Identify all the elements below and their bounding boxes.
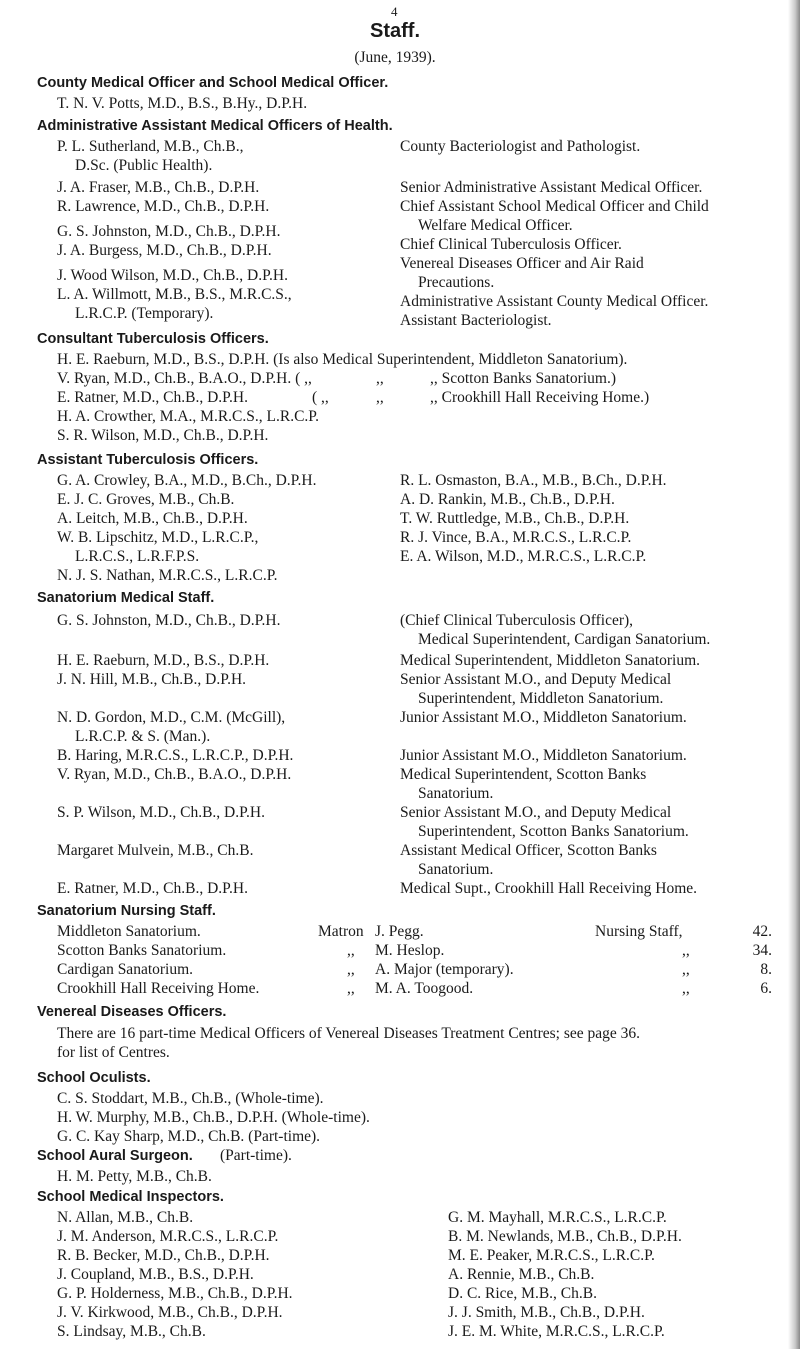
staff-entry: Margaret Mulvein, M.B., Ch.B. — [57, 842, 254, 859]
staff-entry: V. Ryan, M.D., Ch.B., B.A.O., D.P.H. ( ,, — [57, 370, 312, 387]
staff-role: Junior Assistant M.O., Middleton Sanatorium. — [400, 747, 687, 764]
nursing-staff-label: ,, — [682, 961, 690, 978]
staff-entry: H. E. Raeburn, M.D., B.S., D.P.H. — [57, 652, 270, 669]
staff-entry: T. N. V. Potts, M.D., B.S., B.Hy., D.P.H. — [57, 95, 308, 112]
ditto-mark: ,, — [376, 389, 384, 406]
section-heading-nursing: Sanatorium Nursing Staff. — [37, 903, 216, 919]
staff-role: Senior Assistant M.O., and Deputy Medical — [400, 671, 672, 688]
page-number: 4 — [391, 4, 398, 19]
nursing-count: 6. — [760, 980, 772, 997]
nursing-name: M. A. Toogood. — [375, 980, 474, 997]
page-edge-shadow — [788, 0, 800, 1349]
staff-role: Chief Assistant School Medical Officer and Child — [400, 198, 709, 215]
staff-entry: N. J. S. Nathan, M.R.C.S., L.R.C.P. — [57, 567, 278, 584]
staff-entry: R. Lawrence, M.D., Ch.B., D.P.H. — [57, 198, 270, 215]
staff-role: Senior Assistant M.O., and Deputy Medical — [400, 804, 672, 821]
staff-entry: N. Allan, M.B., Ch.B. — [57, 1209, 194, 1226]
section-heading-oculists: School Oculists. — [37, 1070, 151, 1086]
staff-entry: V. Ryan, M.D., Ch.B., B.A.O., D.P.H. — [57, 766, 292, 783]
page-subtitle: (June, 1939). — [354, 49, 436, 66]
nursing-staff-label: ,, — [682, 942, 690, 959]
aural-note: (Part-time). — [220, 1147, 292, 1164]
staff-entry: A. Rennie, M.B., Ch.B. — [448, 1266, 595, 1283]
staff-entry: H. E. Raeburn, M.D., B.S., D.P.H. (Is also Medical Superintendent, Middleton Sanatorium). — [57, 351, 628, 368]
staff-entry: E. Ratner, M.D., Ch.B., D.P.H. — [57, 880, 248, 897]
nursing-role: ,, — [347, 942, 355, 959]
nursing-role: ,, — [347, 961, 355, 978]
staff-entry: ,, Crookhill Hall Receiving Home.) — [430, 389, 650, 406]
staff-entry: L.R.C.P. & S. (Man.). — [75, 728, 211, 745]
staff-entry: S. P. Wilson, M.D., Ch.B., D.P.H. — [57, 804, 265, 821]
staff-role: Senior Administrative Assistant Medical Officer. — [400, 179, 703, 196]
nursing-place: Scotton Banks Sanatorium. — [57, 942, 227, 959]
nursing-staff-label: ,, — [682, 980, 690, 997]
staff-entry: A. D. Rankin, M.B., Ch.B., D.P.H. — [400, 491, 615, 508]
staff-entry: L.R.C.P. (Temporary). — [75, 305, 214, 322]
nursing-place: Middleton Sanatorium. — [57, 923, 201, 940]
section-heading-admin: Administrative Assistant Medical Officers of Health. — [37, 118, 393, 134]
staff-entry: J. E. M. White, M.R.C.S., L.R.C.P. — [448, 1323, 665, 1340]
ditto-mark: ,, — [376, 370, 384, 387]
section-heading-vd: Venereal Diseases Officers. — [37, 1004, 227, 1020]
page-title: Staff. — [370, 20, 420, 42]
staff-entry: ,, Scotton Banks Sanatorium.) — [430, 370, 616, 387]
staff-entry: G. M. Mayhall, M.R.C.S., L.R.C.P. — [448, 1209, 667, 1226]
staff-entry: B. Haring, M.R.C.S., L.R.C.P., D.P.H. — [57, 747, 294, 764]
staff-role: Assistant Medical Officer, Scotton Banks — [400, 842, 657, 859]
staff-role: Precautions. — [418, 274, 495, 291]
nursing-staff-label: Nursing Staff, — [595, 923, 683, 940]
staff-entry: J. J. Smith, M.B., Ch.B., D.P.H. — [448, 1304, 645, 1321]
nursing-name: A. Major (temporary). — [375, 961, 514, 978]
staff-entry: H. A. Crowther, M.A., M.R.C.S., L.R.C.P. — [57, 408, 320, 425]
nursing-count: 8. — [760, 961, 772, 978]
staff-entry: J. A. Burgess, M.D., Ch.B., D.P.H. — [57, 242, 272, 259]
staff-entry: H. M. Petty, M.B., Ch.B. — [57, 1168, 212, 1185]
ditto-mark: ( ,, — [312, 389, 329, 406]
staff-entry: G. C. Kay Sharp, M.D., Ch.B. (Part-time). — [57, 1128, 321, 1145]
section-heading-aural: School Aural Surgeon. — [37, 1148, 193, 1164]
nursing-role: Matron — [318, 923, 364, 940]
nursing-count: 34. — [752, 942, 772, 959]
staff-entry: C. S. Stoddart, M.B., Ch.B., (Whole-time). — [57, 1090, 324, 1107]
staff-role: Chief Clinical Tuberculosis Officer. — [400, 236, 622, 253]
staff-entry: D.Sc. (Public Health). — [75, 157, 213, 174]
staff-entry: R. J. Vince, B.A., M.R.C.S., L.R.C.P. — [400, 529, 632, 546]
staff-entry: G. S. Johnston, M.D., Ch.B., D.P.H. — [57, 223, 281, 240]
nursing-name: M. Heslop. — [375, 942, 445, 959]
section-heading-inspectors: School Medical Inspectors. — [37, 1189, 224, 1205]
section-heading-county-moh: County Medical Officer and School Medical Officer. — [37, 75, 389, 91]
staff-entry: E. J. C. Groves, M.B., Ch.B. — [57, 491, 235, 508]
staff-entry: R. L. Osmaston, B.A., M.B., B.Ch., D.P.H. — [400, 472, 667, 489]
staff-entry: S. R. Wilson, M.D., Ch.B., D.P.H. — [57, 427, 269, 444]
staff-role: Medical Superintendent, Scotton Banks — [400, 766, 647, 783]
staff-entry: P. L. Sutherland, M.B., Ch.B., — [57, 138, 244, 155]
nursing-role: ,, — [347, 980, 355, 997]
staff-entry: A. Leitch, M.B., Ch.B., D.P.H. — [57, 510, 248, 527]
staff-entry: T. W. Ruttledge, M.B., Ch.B., D.P.H. — [400, 510, 630, 527]
staff-entry: E. A. Wilson, M.D., M.R.C.S., L.R.C.P. — [400, 548, 647, 565]
staff-role: Superintendent, Middleton Sanatorium. — [418, 690, 664, 707]
staff-entry: H. W. Murphy, M.B., Ch.B., D.P.H. (Whole-time). — [57, 1109, 370, 1126]
staff-role: County Bacteriologist and Pathologist. — [400, 138, 641, 155]
staff-role: Venereal Diseases Officer and Air Raid — [400, 255, 644, 272]
paragraph-line: for list of Centres. — [57, 1044, 170, 1061]
staff-entry: J. Wood Wilson, M.D., Ch.B., D.P.H. — [57, 267, 288, 284]
staff-entry: W. B. Lipschitz, M.D., L.R.C.P., — [57, 529, 259, 546]
staff-role: Junior Assistant M.O., Middleton Sanatorium. — [400, 709, 687, 726]
staff-entry: S. Lindsay, M.B., Ch.B. — [57, 1323, 206, 1340]
staff-entry: D. C. Rice, M.B., Ch.B. — [448, 1285, 597, 1302]
paragraph-line: There are 16 part-time Medical Officers of Venereal Diseases Treatment Centres; see page 36. — [57, 1025, 641, 1042]
nursing-place: Crookhill Hall Receiving Home. — [57, 980, 260, 997]
nursing-name: J. Pegg. — [375, 923, 424, 940]
nursing-place: Cardigan Sanatorium. — [57, 961, 194, 978]
staff-entry: G. A. Crowley, B.A., M.D., B.Ch., D.P.H. — [57, 472, 317, 489]
staff-role: Assistant Bacteriologist. — [400, 312, 552, 329]
staff-role: Welfare Medical Officer. — [418, 217, 573, 234]
staff-entry: E. Ratner, M.D., Ch.B., D.P.H. — [57, 389, 248, 406]
staff-role: (Chief Clinical Tuberculosis Officer), — [400, 612, 634, 629]
staff-entry: J. A. Fraser, M.B., Ch.B., D.P.H. — [57, 179, 260, 196]
staff-entry: J. V. Kirkwood, M.B., Ch.B., D.P.H. — [57, 1304, 283, 1321]
staff-role: Superintendent, Scotton Banks Sanatorium. — [418, 823, 689, 840]
staff-entry: J. Coupland, M.B., B.S., D.P.H. — [57, 1266, 254, 1283]
staff-entry: G. S. Johnston, M.D., Ch.B., D.P.H. — [57, 612, 281, 629]
staff-role: Medical Superintendent, Middleton Sanatorium. — [400, 652, 701, 669]
staff-role: Administrative Assistant County Medical Officer. — [400, 293, 709, 310]
staff-role: Medical Superintendent, Cardigan Sanatorium. — [418, 631, 711, 648]
staff-entry: M. E. Peaker, M.R.C.S., L.R.C.P. — [448, 1247, 655, 1264]
staff-entry: G. P. Holderness, M.B., Ch.B., D.P.H. — [57, 1285, 293, 1302]
staff-entry: R. B. Becker, M.D., Ch.B., D.P.H. — [57, 1247, 270, 1264]
staff-entry: B. M. Newlands, M.B., Ch.B., D.P.H. — [448, 1228, 682, 1245]
staff-entry: J. M. Anderson, M.R.C.S., L.R.C.P. — [57, 1228, 279, 1245]
staff-entry: N. D. Gordon, M.D., C.M. (McGill), — [57, 709, 286, 726]
section-heading-consultant-tb: Consultant Tuberculosis Officers. — [37, 331, 269, 347]
section-heading-assistant-tb: Assistant Tuberculosis Officers. — [37, 452, 259, 468]
staff-entry: L. A. Willmott, M.B., B.S., M.R.C.S., — [57, 286, 292, 303]
staff-role: Sanatorium. — [418, 785, 494, 802]
staff-entry: L.R.C.S., L.R.F.P.S. — [75, 548, 200, 565]
nursing-count: 42. — [752, 923, 772, 940]
staff-role: Sanatorium. — [418, 861, 494, 878]
staff-role: Medical Supt., Crookhill Hall Receiving Home. — [400, 880, 698, 897]
staff-entry: J. N. Hill, M.B., Ch.B., D.P.H. — [57, 671, 247, 688]
section-heading-sanatorium-medical: Sanatorium Medical Staff. — [37, 590, 215, 606]
